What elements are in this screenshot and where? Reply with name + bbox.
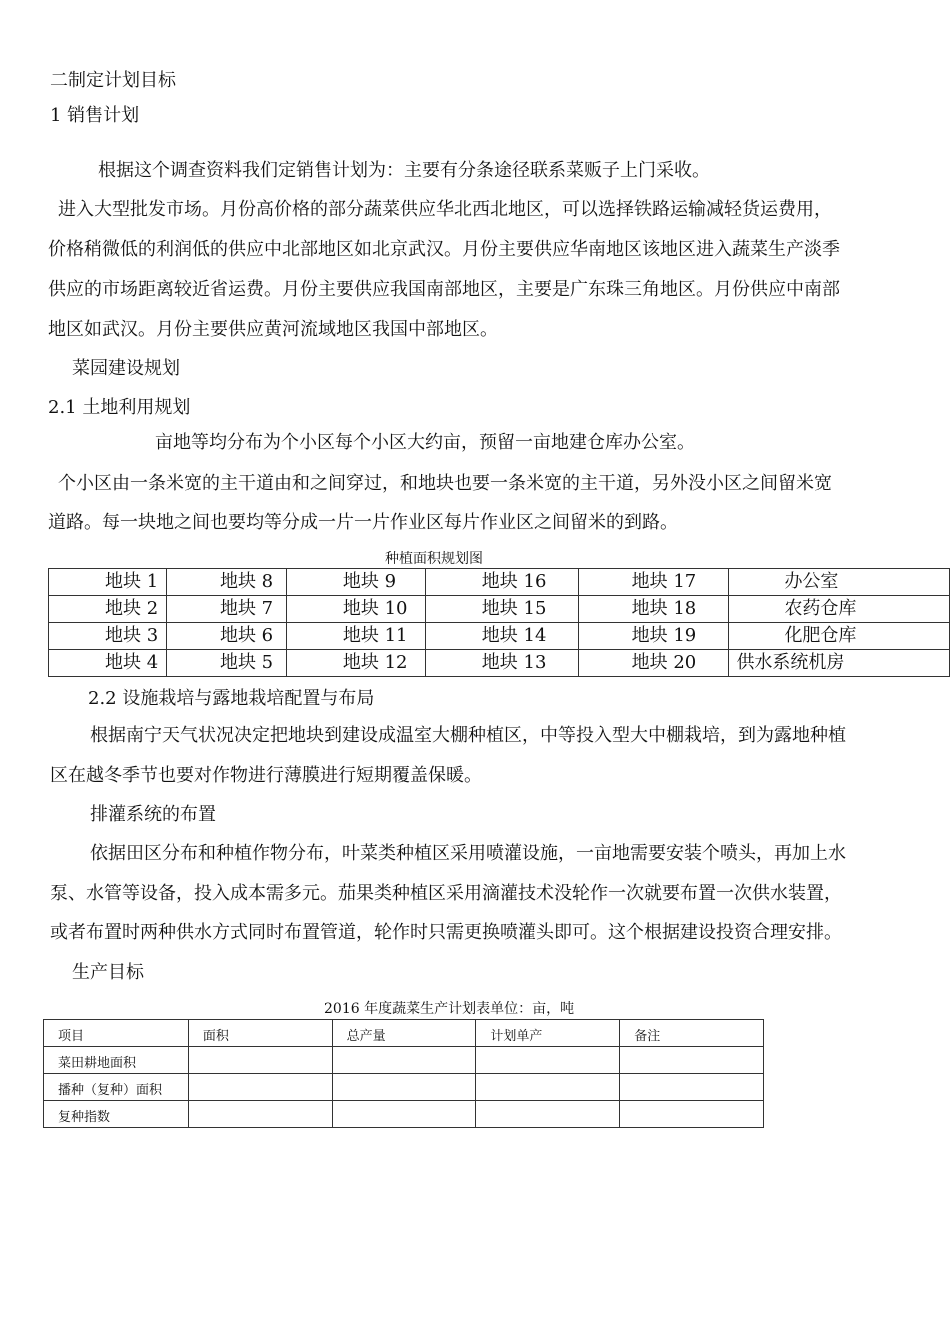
land-paragraph-line: 个小区由一条米宽的主干道由和之间穿过，和地块也要一条米宽的主干道，另外没小区之间留米宽 <box>58 473 832 494</box>
plot-table <box>48 568 950 677</box>
column-header: 项目 <box>44 1020 189 1047</box>
plot-cell: 地块 5 <box>166 650 286 677</box>
plot-cell: 地块 9 <box>286 569 425 596</box>
table-cell <box>476 1074 620 1101</box>
table-cell <box>620 1074 764 1101</box>
table-cell: 菜田耕地面积 <box>44 1047 189 1074</box>
land-paragraph-line: 亩地等均分布为个小区每个小区大约亩，预留一亩地建仓库办公室。 <box>155 432 695 453</box>
table-cell <box>188 1074 332 1101</box>
production-table-row <box>44 1047 764 1074</box>
table-cell <box>332 1074 476 1101</box>
heading-garden: 菜园建设规划 <box>72 358 180 379</box>
plot-table-row <box>49 623 950 650</box>
plot-cell: 农药仓库 <box>729 596 950 623</box>
plot-cell: 地块 11 <box>286 623 425 650</box>
plot-cell: 化肥仓库 <box>729 623 950 650</box>
table-cell <box>188 1101 332 1128</box>
heading-production: 生产目标 <box>72 962 144 983</box>
plot-cell: 供水系统机房 <box>729 650 950 677</box>
plot-cell: 地块 16 <box>425 569 578 596</box>
production-table <box>43 1019 764 1128</box>
production-table-header-row <box>44 1020 764 1047</box>
production-table-row <box>44 1101 764 1128</box>
land-paragraph-line: 道路。每一块地之间也要均等分成一片一片作业区每片作业区之间留米的到路。 <box>48 512 678 533</box>
column-header: 备注 <box>620 1020 764 1047</box>
plot-cell: 地块 18 <box>578 596 729 623</box>
irrigation-paragraph-line: 泵、水管等设备，投入成本需多元。茄果类种植区采用滴灌技术没轮作一次就要布置一次供水装置， <box>50 883 842 904</box>
sales-paragraph-line: 根据这个调查资料我们定销售计划为：主要有分条途径联系菜贩子上门采收。 <box>98 160 710 181</box>
heading-facility: 2.2 设施栽培与露地栽培配置与布局 <box>88 688 375 709</box>
production-table-caption: 2016 年度蔬菜生产计划表单位：亩，吨 <box>324 1001 575 1017</box>
heading-goal: 二制定计划目标 <box>50 70 176 91</box>
table-cell <box>332 1047 476 1074</box>
plot-table-row <box>49 650 950 677</box>
irrigation-paragraph-line: 依据田区分布和种植作物分布，叶菜类种植区采用喷灌设施，一亩地需要安装个喷头，再加上水 <box>90 843 846 864</box>
irrigation-paragraph-line: 或者布置时两种供水方式同时布置管道，轮作时只需更换喷灌头即可。这个根据建设投资合理安排。 <box>50 922 842 943</box>
facility-paragraph-line: 根据南宁天气状况决定把地块到建设成温室大棚种植区，中等投入型大中棚栽培，到为露地种植 <box>90 725 846 746</box>
plot-cell: 地块 7 <box>166 596 286 623</box>
column-header: 计划单产 <box>476 1020 620 1047</box>
facility-paragraph-line: 区在越冬季节也要对作物进行薄膜进行短期覆盖保暖。 <box>50 765 482 786</box>
plot-cell: 地块 8 <box>166 569 286 596</box>
plot-table-caption: 种植面积规划图 <box>385 551 483 567</box>
plot-cell: 地块 12 <box>286 650 425 677</box>
column-header: 面积 <box>188 1020 332 1047</box>
table-cell <box>620 1101 764 1128</box>
plot-cell: 地块 1 <box>49 569 167 596</box>
plot-cell: 地块 4 <box>49 650 167 677</box>
sales-paragraph-line: 供应的市场距离较近省运费。月份主要供应我国南部地区，主要是广东珠三角地区。月份供应中南部 <box>48 279 840 300</box>
plot-cell: 地块 10 <box>286 596 425 623</box>
plot-cell: 地块 19 <box>578 623 729 650</box>
table-cell: 播种（复种）面积 <box>44 1074 189 1101</box>
column-header: 总产量 <box>332 1020 476 1047</box>
sales-paragraph-line: 价格稍微低的利润低的供应中北部地区如北京武汉。月份主要供应华南地区该地区进入蔬菜生产淡季 <box>48 239 840 260</box>
table-cell: 复种指数 <box>44 1101 189 1128</box>
plot-cell: 地块 13 <box>425 650 578 677</box>
plot-table-row <box>49 596 950 623</box>
table-cell <box>476 1101 620 1128</box>
plot-cell: 地块 20 <box>578 650 729 677</box>
table-cell <box>332 1101 476 1128</box>
heading-irrigation: 排灌系统的布置 <box>90 804 216 825</box>
sales-paragraph-line: 地区如武汉。月份主要供应黄河流域地区我国中部地区。 <box>48 319 498 340</box>
sales-paragraph-line: 进入大型批发市场。月份高价格的部分蔬菜供应华北西北地区，可以选择铁路运输减轻货运费用， <box>58 199 832 220</box>
plot-cell: 地块 15 <box>425 596 578 623</box>
table-cell <box>188 1047 332 1074</box>
plot-cell: 办公室 <box>729 569 950 596</box>
table-cell <box>620 1047 764 1074</box>
plot-cell: 地块 14 <box>425 623 578 650</box>
production-table-row <box>44 1074 764 1101</box>
plot-cell: 地块 3 <box>49 623 167 650</box>
plot-table-row <box>49 569 950 596</box>
plot-cell: 地块 2 <box>49 596 167 623</box>
table-cell <box>476 1047 620 1074</box>
plot-cell: 地块 6 <box>166 623 286 650</box>
heading-sales: 1 销售计划 <box>50 105 140 126</box>
plot-cell: 地块 17 <box>578 569 729 596</box>
heading-land: 2.1 土地利用规划 <box>48 397 191 418</box>
